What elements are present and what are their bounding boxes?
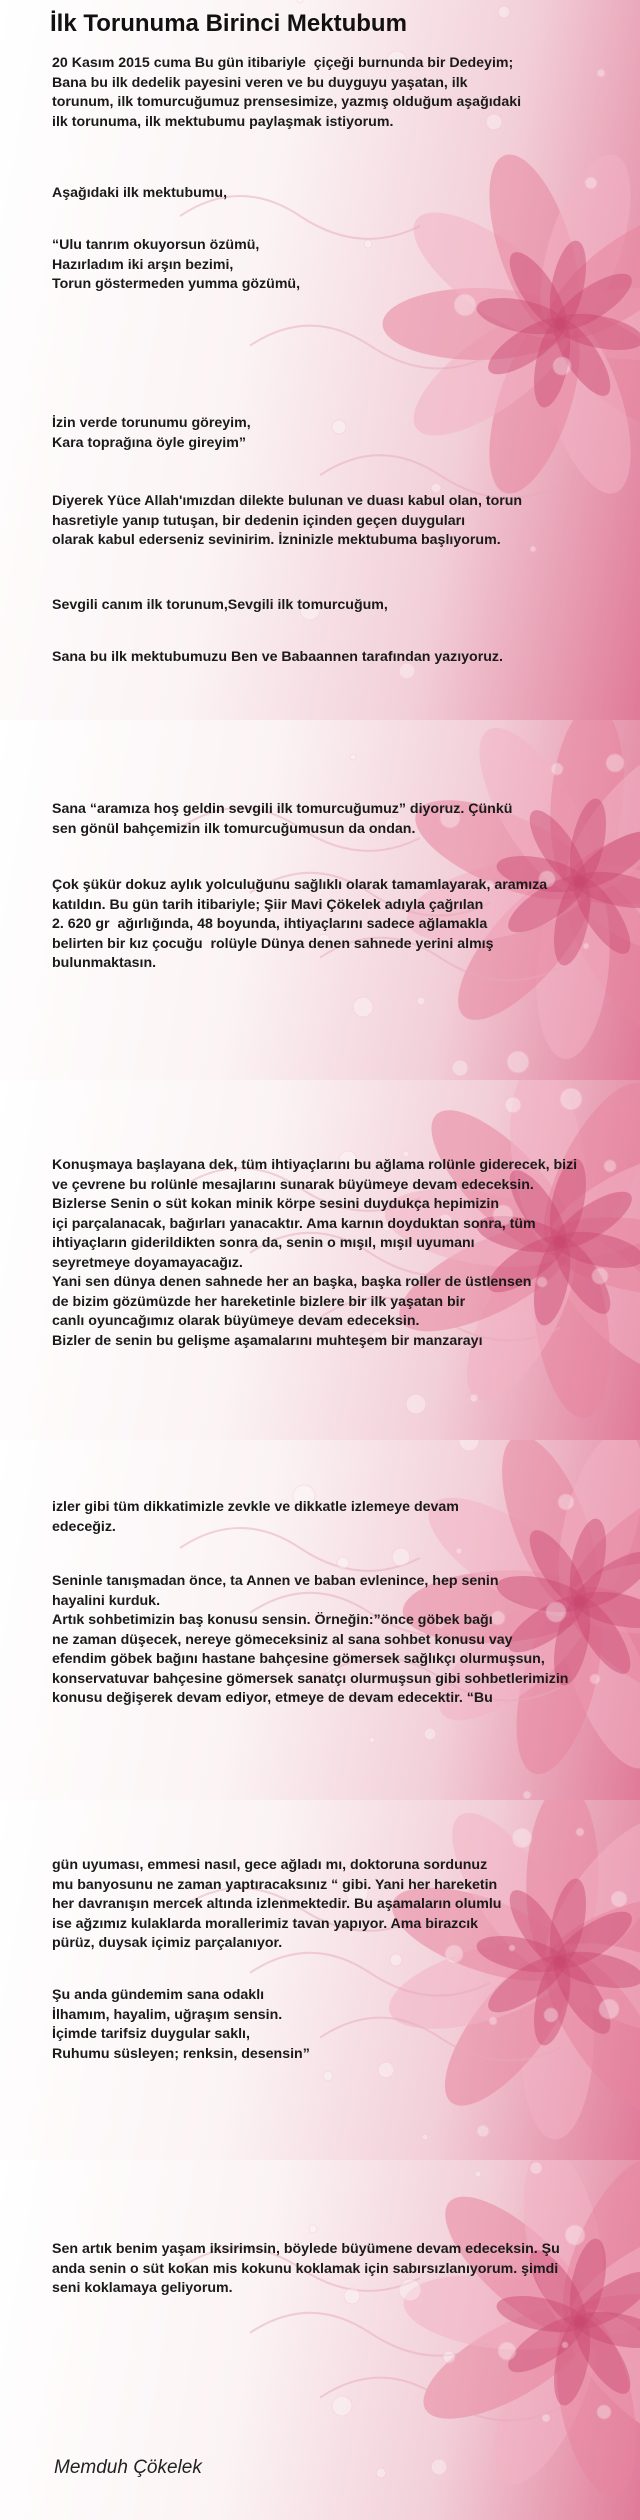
floral-decoration: [0, 1800, 640, 2160]
text-block: Aşağıdaki ilk mektubumu,: [52, 185, 228, 201]
text-block: “Ulu tanrım okuyorsun özümü, Hazırladım iki arşın bezimi, Torun göstermeden yumma gözümü,: [52, 237, 301, 292]
text-block: Sen artık benim yaşam iksirimsin, böylede büyümene devam edeceksin. Şu anda senin o süt kokan mis kokunu koklamak için sabırsızlanıyorum. şimdi seni koklamaya geliyorum.: [52, 2241, 560, 2296]
background-panel: [0, 1800, 640, 2160]
text-block: Sana “aramıza hoş geldin sevgili ilk tomurcuğumuz” diyoruz. Çünkü sen gönül bahçemizin ilk tomurcuğumusun da ondan.: [52, 801, 513, 837]
text-block: Konuşmaya başlayana dek, tüm ihtiyaçlarını bu ağlama rolünle giderecek, bizi ve çevrene bu rolünle mesajlarını sunarak büyümeye devam edeceksin. Bizlerse Senin o süt kokan minik körpe sesini duydukça hepimizin içi parçalanacak, bağırları yanacaktır. Ama karnın doyduktan sonra, tüm ihtiyaçların giderildikten sonra da, senin o mışıl, mışıl uyumanı seyretmeye doyamayacağız. Yani sen dünya denen sahnede her an başka, başka roller de üstlensen de bizim gözümüzde her hareketinle bizlere bir ilk yaşatan bir canlı oyuncağımız olarak büyümeye devam edeceksin. Bizler de senin bu gelişme aşamalarını muhteşem bir manzarayı: [52, 1157, 578, 1349]
text-block: Şu anda gündemim sana odaklı İlhamım, hayalim, uğraşım sensin. İçimde tarifsiz duygular saklı, Ruhumu süsleyen; renksin, desensin”: [52, 1987, 310, 2062]
text-block: Sana bu ilk mektubumuzu Ben ve Babaannen tarafından yazıyoruz.: [52, 649, 503, 665]
text-block: Sevgili canım ilk torunum,Sevgili ilk tomurcuğum,: [52, 597, 388, 613]
page-title: İlk Torunuma Birinci Mektubum: [50, 10, 407, 37]
text-block: Seninle tanışmadan önce, ta Annen ve baban evlenince, hep senin hayalini kurduk. Artık sohbetimizin baş konusu sensin. Örneğin:”önce göbek bağı ne zaman düşecek, nereye gömeceksiniz al sana sohbet konusu vay efendim göbek bağını hastane bahçesine gömersek sağlıkçı olurmuşsun, konservatuvar bahçesine gömersek sanatçı olurmuşsun gibi sohbetlerimizin konusu değişerek devam ediyor, etmeye de devam edecektir. “Bu: [52, 1573, 569, 1706]
text-block: İzin verde torunumu göreyim, Kara toprağına öyle gireyim”: [52, 415, 251, 451]
text-block: Diyerek Yüce Allah'ımızdan dilekte bulunan ve duası kabul olan, torun hasretiyle yanıp tutuşan, bir dedenin içinden geçen duyguları olarak kabul ederseniz sevinirim. İzninizle mektubuma başlıyorum.: [52, 493, 523, 548]
text-block: izler gibi tüm dikkatimizle zevkle ve dikkatle izlemeye devam edeceğiz.: [52, 1499, 459, 1535]
text-block: Çok şükür dokuz aylık yolculuğunu sağlıklı olarak tamamlayarak, aramıza katıldın. Bu gün tarih itibariyle; Şiir Mavi Çökelek adıyla çağrılan 2. 620 gr ağırlığında, 48 boyunda, ihtiyaçlarını sadece ağlamakla belirten bir kız çocuğu rolüyle Dünya denen sahnede yerini almış bulunmaktasın.: [52, 877, 548, 971]
signature: Memduh Çökelek: [54, 2457, 202, 2478]
text-block: 20 Kasım 2015 cuma Bu gün itibariyle çiçeği burnunda bir Dedeyim; Bana bu ilk dedelik payesini veren ve bu duyguyu yaşatan, ilk torunum, ilk tomurcuğumuz prensesimize, yazmış olduğum aşağıdaki ilk torunuma, ilk mektubumu paylaşmak istiyorum.: [52, 55, 522, 130]
text-block: gün uyuması, emmesi nasıl, gece ağladı mı, doktoruna sordunuz mu banyosunu ne zaman yaptıracaksınız “ gibi. Yani her hareketin her davranışın mercek altında izlenmektedir. Bu aşamaların olumlu ise ağzımız kulaklarda morallerimiz tavan yapıyor. Ama birazcık pürüz, duysak içimiz parçalanıyor.: [52, 1857, 502, 1951]
